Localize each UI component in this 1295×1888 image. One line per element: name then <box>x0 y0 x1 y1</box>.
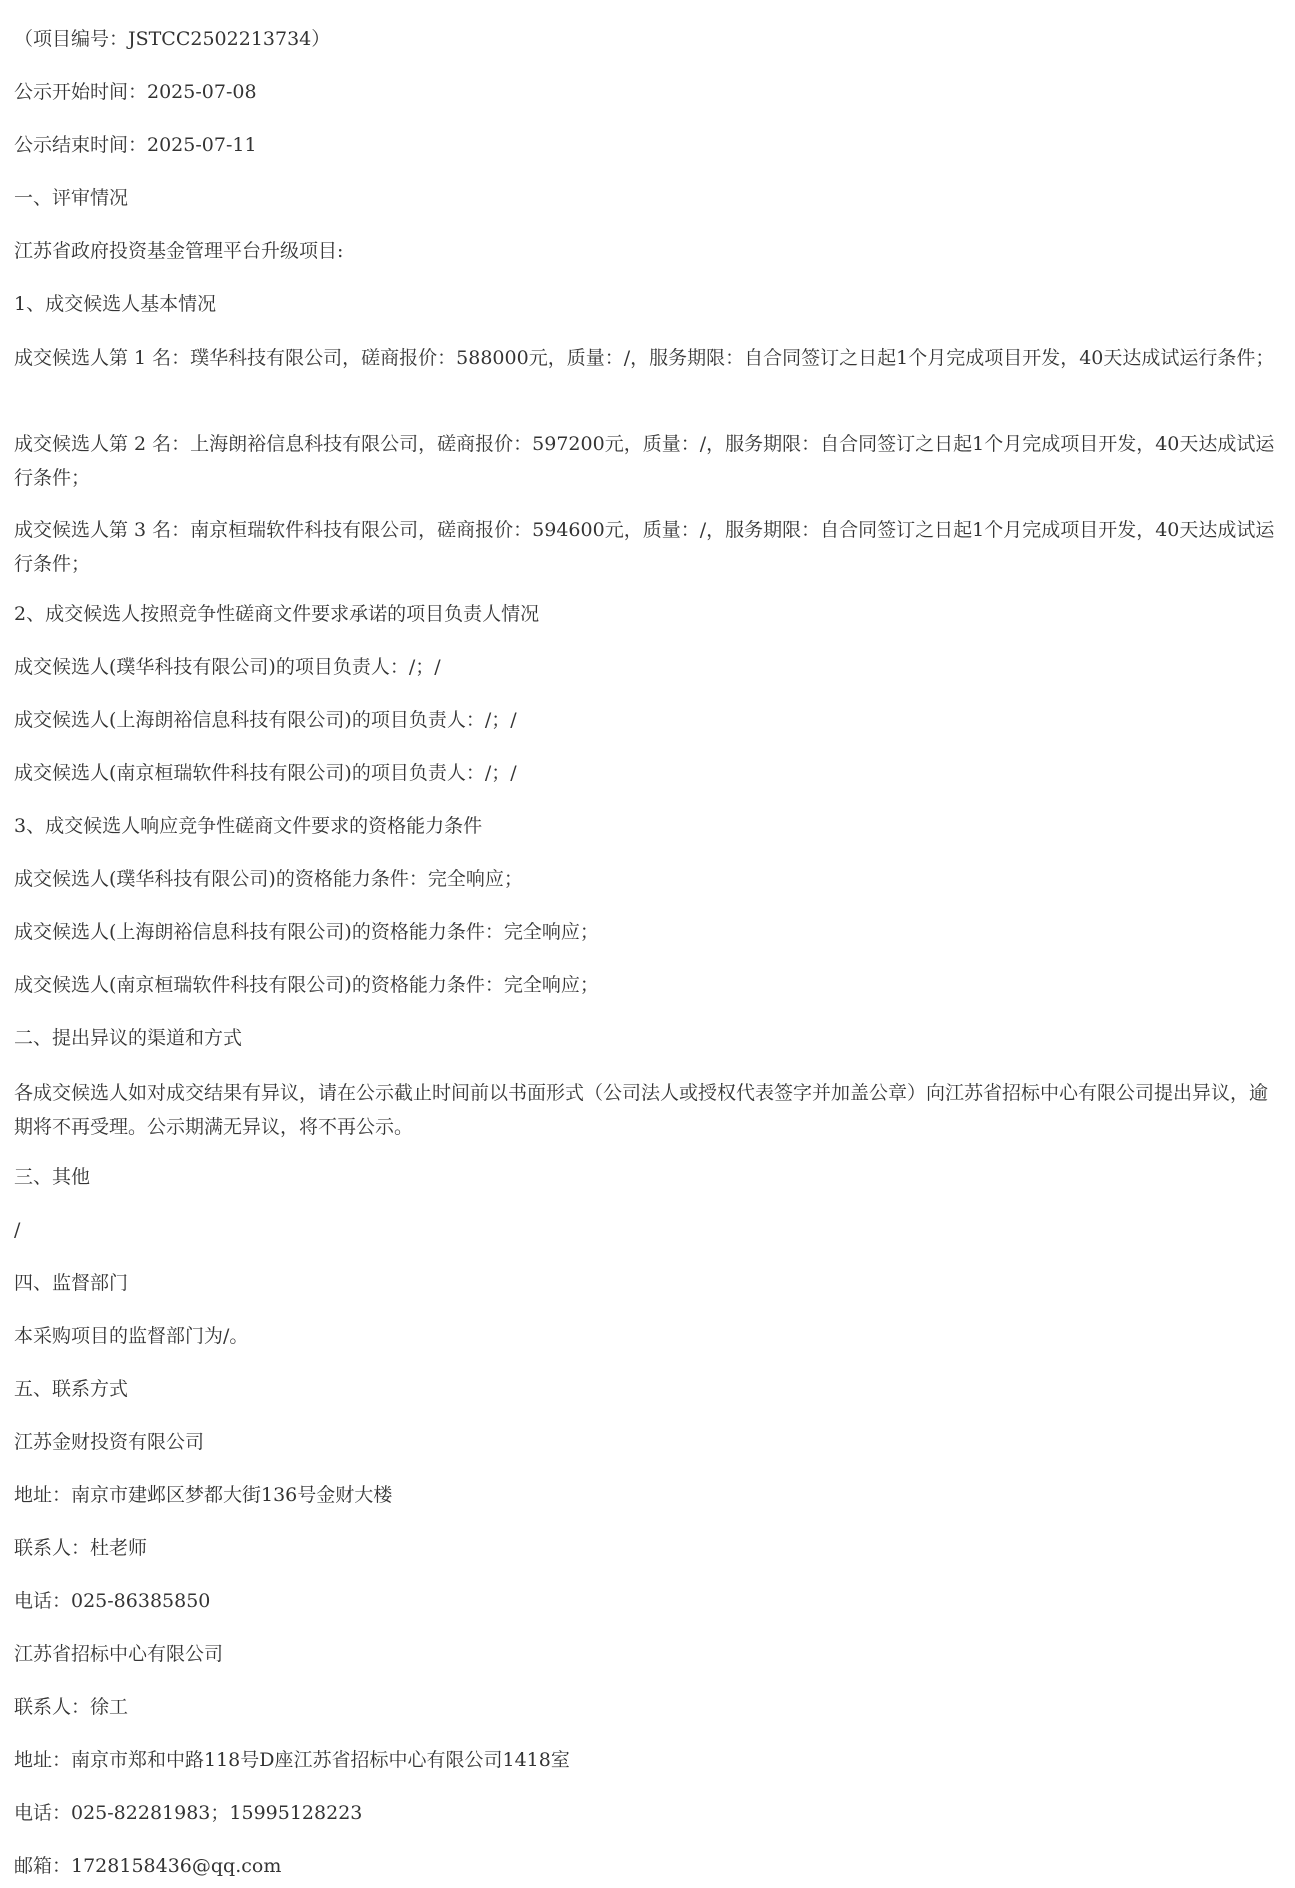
candidate-2-info: 成交候选人第 2 名：上海朗裕信息科技有限公司，磋商报价：597200元，质量：/，服务期限：自合同签订之日起1个月完成项目开发，40天达成试运行条件； <box>14 433 1275 489</box>
agency-name: 江苏省招标中心有限公司 <box>14 1643 224 1665</box>
candidate-1-qualification: 成交候选人(璞华科技有限公司)的资格能力条件：完全响应； <box>14 868 523 890</box>
candidate-1-leader: 成交候选人(璞华科技有限公司)的项目负责人：/；/ <box>14 656 441 678</box>
section-heading-other: 三、其他 <box>14 1166 91 1188</box>
supervision-content: 本采购项目的监督部门为/。 <box>14 1325 249 1347</box>
objection-instructions: 各成交候选人如对成交结果有异议，请在公示截止时间前以书面形式（公司法人或授权代表签字并加盖公章）向江苏省招标中心有限公司提出异议，逾期将不再受理。公示期满无异议，将不再公示。 <box>14 1082 1269 1138</box>
section-heading-supervision: 四、监督部门 <box>14 1272 129 1294</box>
purchaser-name: 江苏金财投资有限公司 <box>14 1431 205 1453</box>
other-content: / <box>14 1219 21 1241</box>
subheading-qualification: 3、成交候选人响应竞争性磋商文件要求的资格能力条件 <box>14 815 483 837</box>
project-number: （项目编号：JSTCC2502213734） <box>14 28 331 50</box>
section-heading-review: 一、评审情况 <box>14 187 129 209</box>
agency-contact-person: 联系人：徐工 <box>14 1696 129 1718</box>
candidate-3-qualification: 成交候选人(南京桓瑞软件科技有限公司)的资格能力条件：完全响应； <box>14 974 599 996</box>
subheading-project-leader: 2、成交候选人按照竞争性磋商文件要求承诺的项目负责人情况 <box>14 603 540 625</box>
candidate-1-info: 成交候选人第 1 名：璞华科技有限公司，磋商报价：588000元，质量：/，服务期限：自合同签订之日起1个月完成项目开发，40天达成试运行条件； <box>14 347 1275 369</box>
agency-phone: 电话：025-82281983；15995128223 <box>14 1802 363 1824</box>
section-heading-contact: 五、联系方式 <box>14 1378 129 1400</box>
candidate-2-qualification: 成交候选人(上海朗裕信息科技有限公司)的资格能力条件：完全响应； <box>14 921 599 943</box>
purchaser-phone: 电话：025-86385850 <box>14 1590 211 1612</box>
candidate-2-leader: 成交候选人(上海朗裕信息科技有限公司)的项目负责人：/；/ <box>14 709 517 731</box>
section-heading-objection: 二、提出异议的渠道和方式 <box>14 1027 243 1049</box>
publicity-end-time: 公示结束时间：2025-07-11 <box>14 134 257 156</box>
publicity-start-time: 公示开始时间：2025-07-08 <box>14 81 257 103</box>
candidate-3-leader: 成交候选人(南京桓瑞软件科技有限公司)的项目负责人：/；/ <box>14 762 517 784</box>
subheading-basic-info: 1、成交候选人基本情况 <box>14 293 217 315</box>
project-name: 江苏省政府投资基金管理平台升级项目: <box>14 240 344 262</box>
agency-email: 邮箱：1728158436@qq.com <box>14 1855 282 1877</box>
agency-address: 地址：南京市郑和中路118号D座江苏省招标中心有限公司1418室 <box>14 1749 570 1771</box>
purchaser-contact-person: 联系人：杜老师 <box>14 1537 148 1559</box>
purchaser-address: 地址：南京市建邺区梦都大街136号金财大楼 <box>14 1484 393 1506</box>
candidate-3-info: 成交候选人第 3 名：南京桓瑞软件科技有限公司，磋商报价：594600元，质量：/，服务期限：自合同签订之日起1个月完成项目开发，40天达成试运行条件； <box>14 519 1275 575</box>
